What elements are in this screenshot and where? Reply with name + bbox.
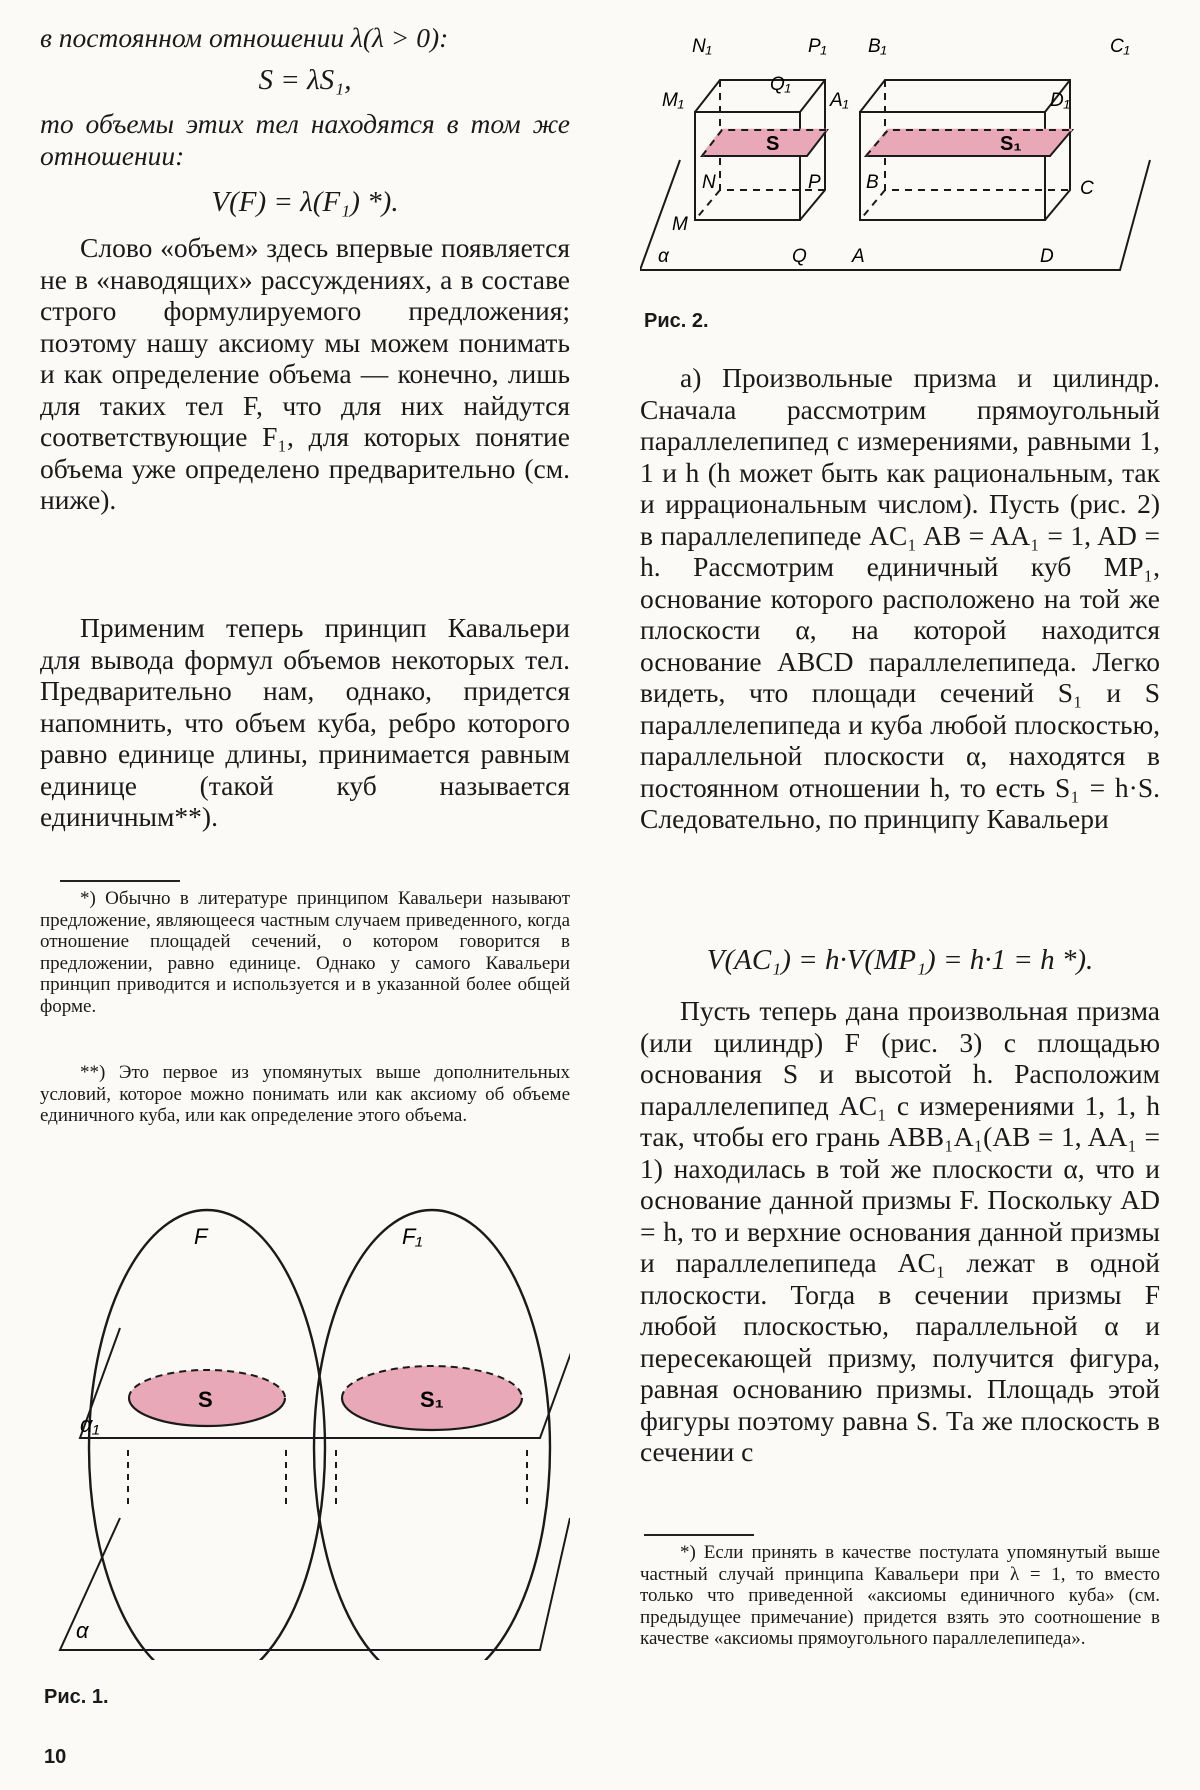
label-alpha: α <box>76 1618 89 1643</box>
label-alpha-2: α <box>658 246 669 267</box>
label-c: C <box>1080 178 1094 199</box>
footnote-2: **) Это первое из упомянутых выше дополнительных условий, которое можно понимать или как аксиому об объеме единичного куба, или как определение этого объема. <box>40 1062 570 1126</box>
label-n: N <box>702 172 716 193</box>
plane-alpha <box>60 1518 570 1650</box>
label-q1: Q₁ <box>770 74 791 95</box>
label-n1: N₁ <box>692 36 712 57</box>
figure-2-caption: Рис. 2. <box>644 310 709 332</box>
label-p: P <box>808 172 821 193</box>
label-a1: A₁ <box>830 90 849 111</box>
intro-line: в постоянном отношении λ(λ > 0): <box>40 22 449 53</box>
label-c1: C₁ <box>1110 36 1130 57</box>
label-d1: D₁ <box>1050 90 1070 111</box>
label-s-2: S <box>766 133 780 155</box>
label-f: F <box>194 1224 208 1249</box>
paragraph-2: Применим теперь принцип Кавальери для вывода формул объемов некоторых тел. Предварительно нам, однако, придется напомнить, что объем куба, ребро которого равно единице длины, принимается равным единице (такой куб называется единичным**). <box>40 612 570 832</box>
conclusion-text: то объемы этих тел находятся в том же отношении: <box>40 108 570 171</box>
section-s1-2 <box>866 130 1072 156</box>
footnote-rule <box>60 880 180 882</box>
label-m1: M₁ <box>662 90 684 111</box>
footnote-1: *) Обычно в литературе принципом Кавальери называют предложение, являющееся частным случаем приведенного, когда отношение площадей сечений, о котором говорится в предложении, равно единице. Однако у самого Кавальери принцип приводится и используется и в указанной более общей форме. <box>40 888 570 1017</box>
label-s: S <box>198 1387 213 1412</box>
formula-3: V(AC₁) = h·V(MP₁) = h·1 = h *). <box>706 944 1094 976</box>
body-f-outline <box>89 1210 325 1660</box>
figure-1-caption: Рис. 1. <box>44 1686 109 1708</box>
label-d: D <box>1040 246 1054 267</box>
label-b: B <box>866 172 879 193</box>
footnote-rule-2 <box>644 1534 754 1536</box>
figure-2 <box>640 30 1160 275</box>
label-m: M <box>672 214 688 235</box>
label-p1: P₁ <box>808 36 827 57</box>
paragraph-b: Пусть теперь дана произвольная призма (или цилиндр) F (рис. 3) с площадью основания S и высотой h. Расположим параллелепипед AC₁ с измерениями 1, 1, h так, чтобы его грань ABB₁A₁(AB = 1, AA₁ = 1) находилась в той же плоскости α, что и основание данной призмы F. Поскольку AD = h, то и верхние основания данной призмы и параллелепипеда AC₁ лежат в одной плоскости. Тогда в сечении призмы F любой плоскостью, параллельной α и пересекающей призму, получится фигура, равная основанию призмы. Площадь этой фигуры поэтому равна S. Та же плоскость в сечении с <box>640 995 1160 1467</box>
formula-1: S = λS₁, <box>258 64 352 96</box>
section-s-2 <box>702 130 827 156</box>
prism-front <box>860 112 1045 220</box>
label-b1: B₁ <box>868 36 887 57</box>
label-alpha1: α₁ <box>80 1412 100 1437</box>
label-s1-2: S₁ <box>1000 133 1022 155</box>
label-q: Q <box>792 246 807 267</box>
label-f1: F₁ <box>402 1224 423 1249</box>
body-f1-outline <box>314 1210 550 1660</box>
figure-1 <box>40 1200 570 1660</box>
label-a: A <box>852 246 865 267</box>
formula-2: V(F) = λ(F₁) *). <box>211 186 399 218</box>
label-s1: S₁ <box>420 1387 444 1412</box>
footnote-3: *) Если принять в качестве постулата упомянутый выше частный случай принципа Кавальери при λ = 1, то вместо только что приведенной «аксиомы единичного куба» (см. предыдущее примечание) придется взять это соотношение в качестве «аксиомы прямоугольного параллелепипеда». <box>640 1542 1160 1649</box>
paragraph-1: Слово «объем» здесь впервые появляется не в «наводящих» рассуждениях, а в составе строго формулируемого предложения; поэтому нашу аксиому мы можем понимать и как определение объема — конечно, лишь для таких тел F, что для них найдутся соответствующие F₁, для которых понятие объема уже определено предварительно (см. ниже). <box>40 232 570 515</box>
page-number: 10 <box>44 1746 67 1768</box>
paragraph-a: а) Произвольные призма и цилиндр. Сначала рассмотрим прямоугольный параллелепипед с измерениями, равными 1, 1 и h (h может быть как рациональным, так и иррациональным числом). Пусть (рис. 2) в параллелепипеде AC₁ AB = AA₁ = 1, AD = h. Рассмотрим единичный куб MP₁, основание которого расположено на той же плоскости α, на которой находится основание ABCD параллелепипеда. Легко видеть, что площади сечений S₁ и S параллелепипеда и куба любой плоскостью, параллельной плоскости α, находятся в постоянном отношении h, то есть S₁ = h·S. Следовательно, по принципу Кавальери <box>640 362 1160 834</box>
